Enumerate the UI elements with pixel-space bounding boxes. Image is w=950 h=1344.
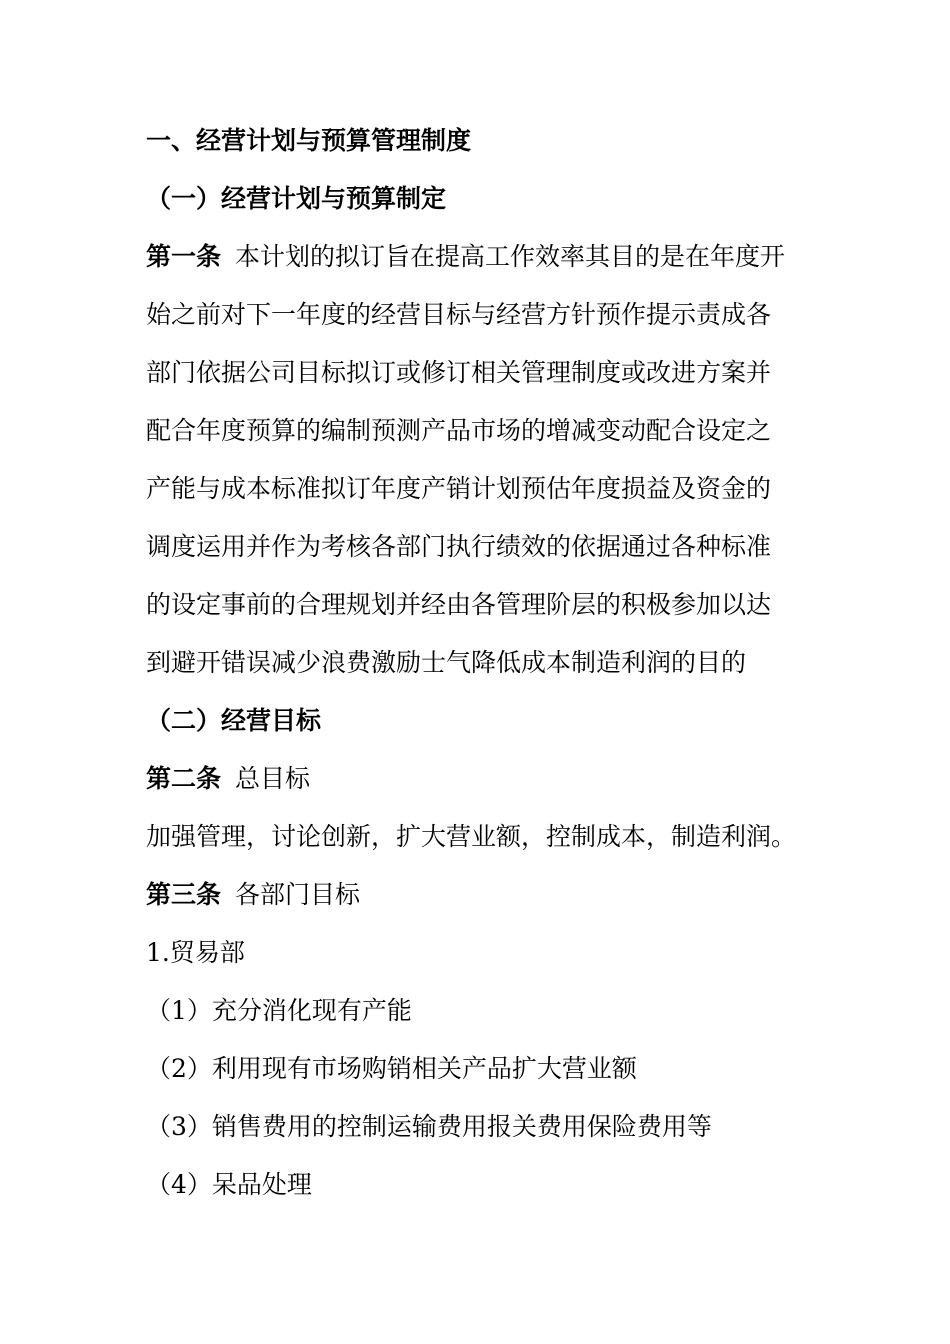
article-1-line-2: 始之前对下一年度的经营目标与经营方针预作提示责成各 [146,300,772,329]
article-1-line-4: 配合年度预算的编制预测产品市场的增减变动配合设定之 [146,416,772,445]
article-1-line-3: 部门依据公司目标拟订或修订相关管理制度或改进方案并 [146,358,772,387]
section-1-title: （一）经营计划与预算制定 [146,184,447,213]
article-3-label: 第三条 [146,880,222,909]
article-1-line-5: 产能与成本标准拟订年度产销计划预估年度损益及资金的 [146,474,772,503]
article-1-text: 本计划的拟订旨在提高工作效率其目的是在年度开 [235,242,786,271]
article-1-line-1 [146,228,806,286]
heading-1: 一、经营计划与预算管理制度 [146,126,472,155]
article-2-heading [146,750,806,808]
article-1-line-7: 的设定事前的合理规划并经由各管理阶层的积极参加以达 [146,590,772,619]
article-2-body: 加强管理，讨论创新，扩大营业额，控制成本，制造利润。 [146,822,797,851]
article-3-title: 各部门目标 [235,880,361,909]
document-page [146,112,806,1214]
list-item: （4）呆品处理 [146,1170,312,1199]
article-1-line-8: 到避开错误减少浪费激励士气降低成本制造利润的目的 [146,648,747,677]
article-2-title: 总目标 [235,764,311,793]
section-2-title: （二）经营目标 [146,706,322,735]
list-item: （2）利用现有市场购销相关产品扩大营业额 [146,1054,637,1083]
list-item: （3）销售费用的控制运输费用报关费用保险费用等 [146,1112,712,1141]
article-1-label: 第一条 [146,242,222,271]
article-1-line-6: 调度运用并作为考核各部门执行绩效的依据通过各种标准 [146,532,772,561]
article-3-heading [146,866,806,924]
article-2-label: 第二条 [146,764,222,793]
list-item: （1）充分消化现有产能 [146,996,412,1025]
article-3-dept: 1.贸易部 [146,938,245,967]
